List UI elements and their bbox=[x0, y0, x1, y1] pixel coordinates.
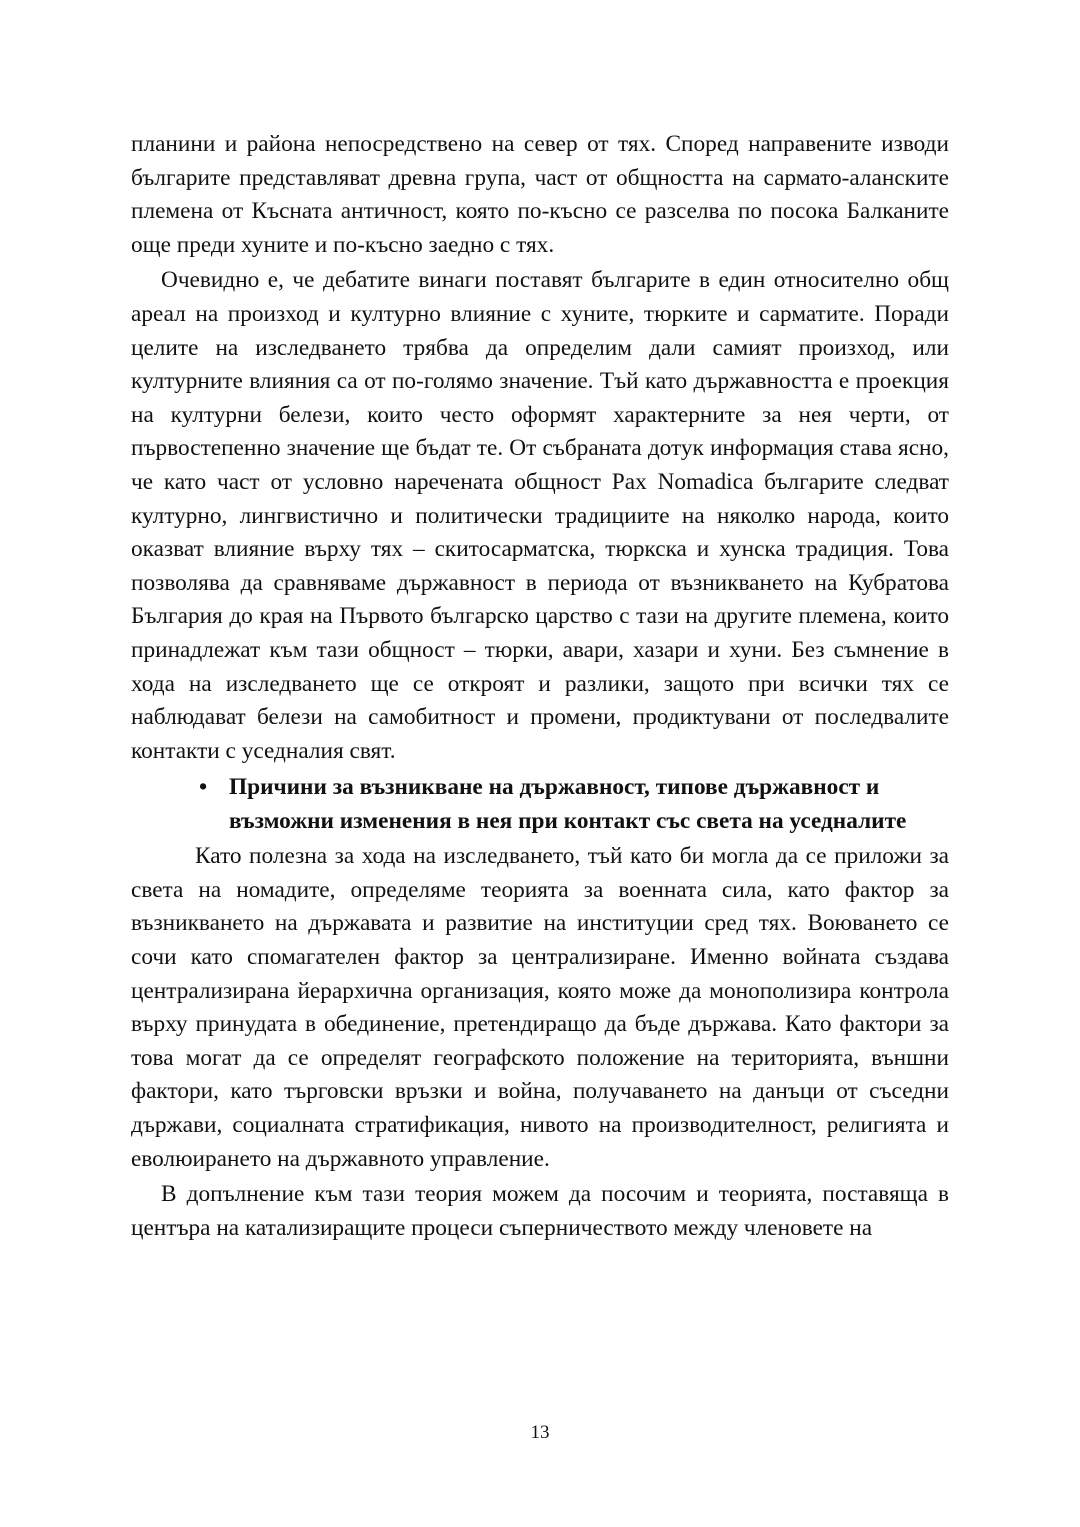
bullet-icon: • bbox=[199, 774, 208, 801]
section-heading-text: Причини за възникване на държавност, типове държавност и възможни изменения в нея при контакт със света на уседналите bbox=[229, 774, 907, 835]
paragraph-2: Очевидно е, че дебатите винаги поставят българите в един относително общ ареал на произход и културно влияние с хуните, тюрките и сарматите. Поради целите на изследването трябва да определим дали самият произход, или културните влияния са от по-голямо значение. Тъй като държавността е проекция на културни белези, които често оформят характерните за нея черти, от първостепенно значение ще бъдат те. От събраната дотук информация става ясно, че като част от условно наречената общност Pax Nomadica българите следват културно, лингвистично и политически традициите на няколко народа, които оказват влияние върху тях – скитосарматска, тюркска и хунска традиция. Това позволява да сравняваме държавност в периода от възникването на Кубратова България до края на Първото българско царство с тази на другите племена, които принадлежат към тази общност – тюрки, авари, хазари и хуни. Без съмнение в хода на изследването ще се откроят и разлики, защото при всички тях се наблюдават белези на самобитност и промени, продиктувани от последвалите контакти с уседналия свят. bbox=[131, 267, 949, 764]
paragraph-4: В допълнение към тази теория можем да посочим и теорията, поставяща в центъра на катализиращите процеси съперничеството между членовете на bbox=[131, 1181, 949, 1241]
page-body bbox=[131, 128, 949, 1245]
paragraph-3: Като полезна за хода на изследването, тъй като би могла да се приложи за света на номадите, определяме теорията за военната сила, като фактор за възникването на държавата и развитие на институции сред тях. Воюването се сочи като спомагателен фактор за централизиране. Именно войната създава централизирана йерархична организация, която може да монополизира контрола върху принудата в обединение, претендиращо да бъде държава. Като фактори за това могат да се определят географското положение на територията, външни фактори, като търговски връзки и война, получаването на данъци от съседни държави, социалната стратификация, нивото на производителност, религията и еволюирането на държавното управление. bbox=[131, 843, 949, 1172]
paragraph-1: планини и района непосредствено на север от тях. Според направените изводи българите представляват древна група, част от общността на сармато-аланските племена от Късната античност, която по-късно се разселва по посока Балканите още преди хуните и по-късно заедно с тях. bbox=[131, 131, 949, 258]
section-heading-list bbox=[131, 770, 949, 838]
page-number: 13 bbox=[530, 1422, 550, 1443]
section-heading bbox=[131, 770, 949, 838]
